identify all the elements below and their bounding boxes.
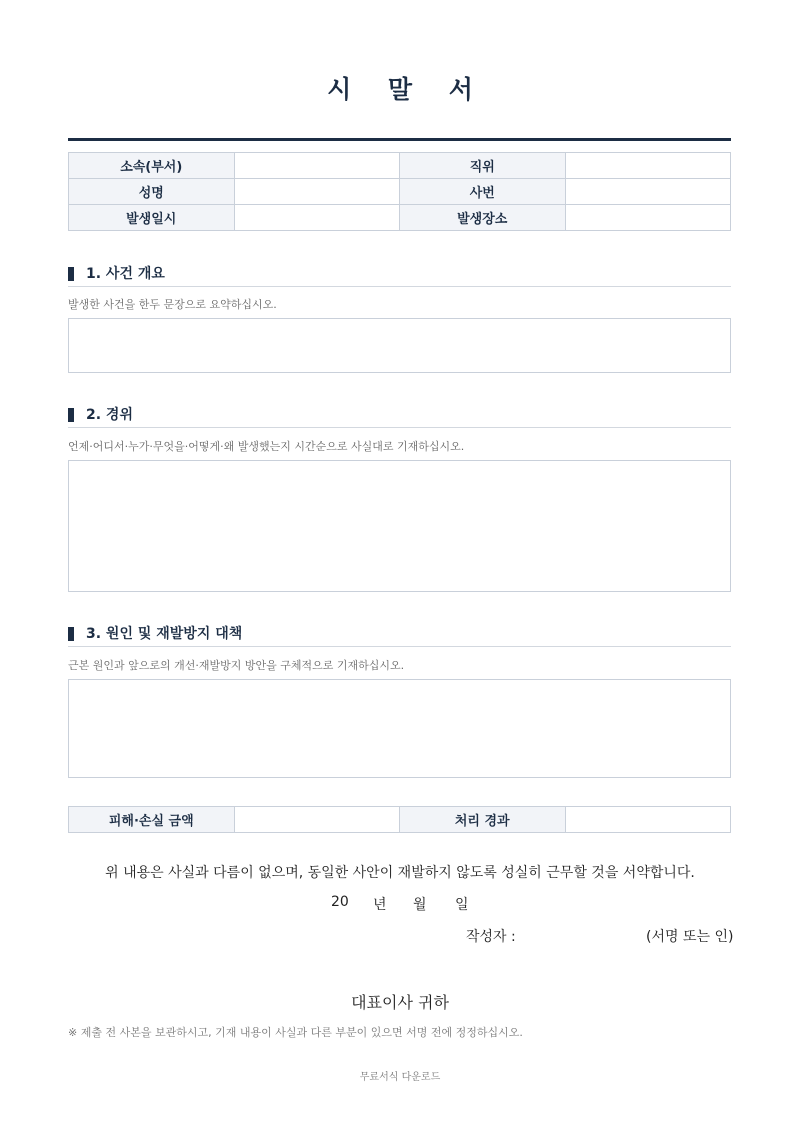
damage-table: [68, 806, 731, 833]
section-3-title: 3. 원인 및 재발방지 대책: [86, 626, 243, 642]
datetime-label: 발생일시: [69, 205, 235, 231]
table-row: [69, 807, 731, 833]
location-field[interactable]: [565, 205, 731, 231]
affiliation-label: 소속(부서): [69, 153, 235, 179]
incident-summary-field[interactable]: [68, 318, 731, 373]
employee-id-label: 사번: [400, 179, 566, 205]
date-year-prefix: 20: [331, 894, 349, 910]
table-row: [69, 179, 731, 205]
location-label: 발생장소: [400, 205, 566, 231]
signature-label: (서명 또는 인): [646, 929, 734, 945]
title-divider: [68, 138, 731, 141]
addressee: 대표이사 귀하: [351, 993, 449, 1012]
date-day-label: 일: [455, 897, 469, 913]
datetime-field[interactable]: [234, 205, 400, 231]
section-2-description: 언제·어디서·누가·무엇을·어떻게·왜 발생했는지 시간순으로 사실대로 기재하십시오.: [68, 440, 465, 453]
processing-result-label: 처리 경과: [400, 807, 566, 833]
section-1-header: [68, 264, 731, 287]
section-3-header: [68, 624, 731, 647]
section-1-title: 1. 사건 개요: [86, 266, 165, 282]
section-2-title: 2. 경위: [86, 407, 133, 423]
section-marker: [68, 408, 74, 422]
position-field[interactable]: [565, 153, 731, 179]
section-3-description: 근본 원인과 앞으로의 개선·재발방지 방안을 구체적으로 기재하십시오.: [68, 659, 405, 672]
section-2-header: [68, 405, 731, 428]
date-year-label: 년: [373, 897, 387, 913]
table-row: [69, 153, 731, 179]
name-field[interactable]: [234, 179, 400, 205]
incident-details-field[interactable]: [68, 460, 731, 592]
section-marker: [68, 627, 74, 641]
pledge-statement: 위 내용은 사실과 다름이 없으며, 동일한 사안이 재발하지 않도록 성실히 근무할 것을 서약합니다.: [105, 865, 695, 881]
employee-id-field[interactable]: [565, 179, 731, 205]
section-marker: [68, 267, 74, 281]
document-title: 시 말 서: [327, 75, 487, 104]
footer-text: 무료서식 다운로드: [359, 1072, 441, 1083]
processing-result-field[interactable]: [565, 807, 731, 833]
submission-note: ※ 제출 전 사본을 보관하시고, 기재 내용이 사실과 다른 부분이 있으면 서명 전에 정정하십시오.: [68, 1026, 523, 1039]
name-label: 성명: [69, 179, 235, 205]
section-1-description: 발생한 사건을 한두 문장으로 요약하십시오.: [68, 298, 277, 311]
writer-label: 작성자 :: [466, 929, 516, 945]
cause-prevention-field[interactable]: [68, 679, 731, 778]
table-row: [69, 205, 731, 231]
damage-amount-label: 피해·손실 금액: [69, 807, 235, 833]
affiliation-field[interactable]: [234, 153, 400, 179]
date-month-label: 월: [413, 897, 427, 913]
position-label: 직위: [400, 153, 566, 179]
employee-info-table: [68, 152, 731, 231]
damage-amount-field[interactable]: [234, 807, 400, 833]
